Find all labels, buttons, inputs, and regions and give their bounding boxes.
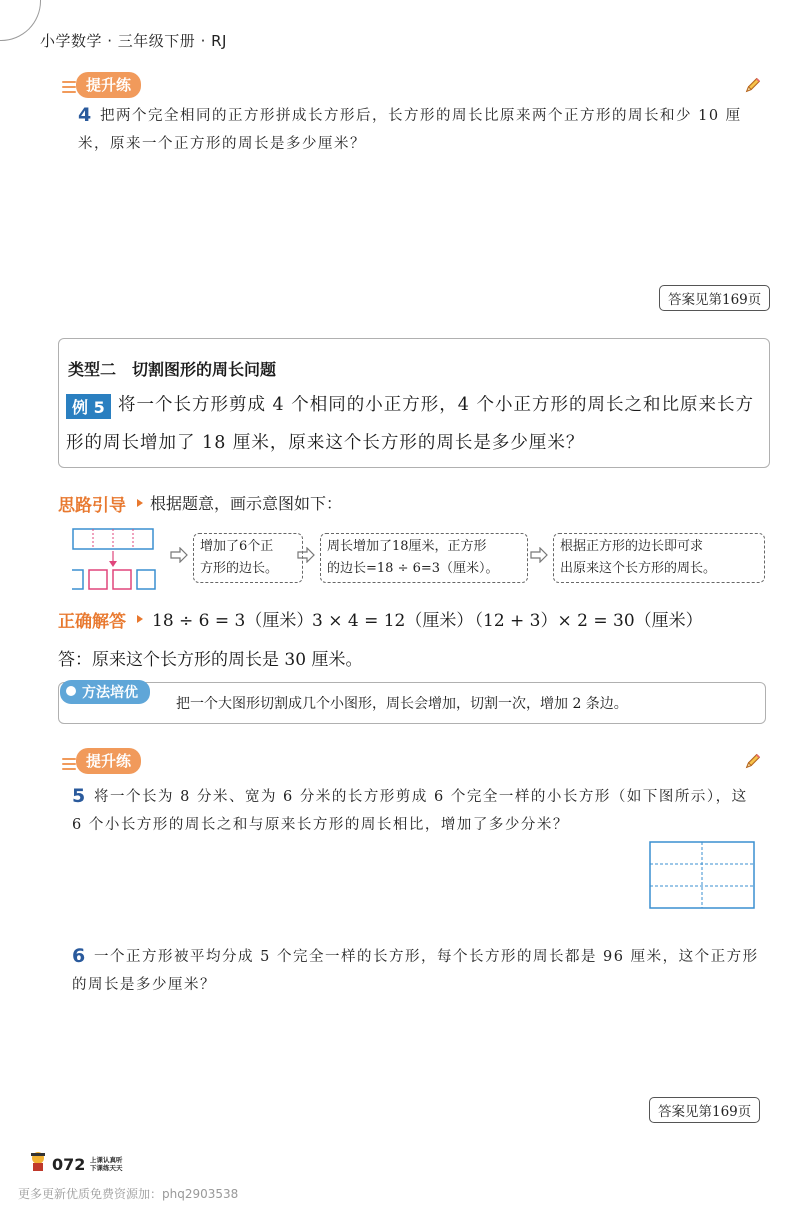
arrow-right-icon	[297, 547, 315, 563]
q5-rectangle-diagram	[649, 841, 755, 909]
solution-expr3: （12 + 3）× 2 = 30（厘米）	[466, 611, 703, 631]
footer-slogan-line2: 下课练天天	[90, 1164, 123, 1172]
triangle-icon	[135, 612, 145, 626]
question-5-number: 5	[72, 785, 86, 807]
flow-box-2	[320, 533, 528, 583]
question-4-number: 4	[78, 104, 92, 126]
practice-tag: 提升练	[76, 72, 141, 98]
question-4-text	[78, 102, 770, 158]
flow-box-2-line1: 周长增加了18厘米，正方形	[327, 539, 487, 554]
question-6-line1: 一个正方形被平均分成 5 个完全一样的长方形，每个长方形的周长都是 96 厘米，这个正方形	[94, 949, 759, 965]
question-6-line2: 的周长是多少厘米？	[72, 977, 216, 993]
example-line1: 将一个长方形剪成 4 个相同的小正方形，4 个小正方形的周长之和比原来长方	[118, 395, 754, 415]
example-label: 例 5	[66, 394, 111, 419]
flow-box-3-line1: 根据正方形的边长即可求	[560, 539, 704, 554]
thinking-label: 思路引导	[58, 496, 126, 516]
solution-answer: 答：原来这个长方形的周长是 30 厘米。	[58, 650, 363, 670]
arrow-right-icon	[170, 547, 188, 563]
question-4-line2: 米，原来一个正方形的周长是多少厘米？	[78, 136, 366, 152]
flow-box-1-line1: 增加了6个正	[200, 539, 274, 554]
method-text: 把一个大图形切割成几个小图形，周长会增加，切割一次，增加 2 条边。	[176, 696, 628, 712]
page-corner-decoration	[0, 0, 41, 41]
footer-slogan	[90, 1156, 123, 1172]
solution-expr1: 18 ÷ 6 = 3（厘米）	[152, 611, 314, 631]
footer-slogan-line1: 上课认真听	[90, 1156, 123, 1164]
method-tag: 方法培优	[60, 680, 150, 704]
type-title: 类型二 切割图形的周长问题	[68, 360, 277, 379]
arrow-right-icon	[530, 547, 548, 563]
page-number: 072	[52, 1155, 86, 1174]
solution-label: 正确解答	[58, 612, 126, 632]
triangle-icon	[135, 496, 145, 510]
question-6-text	[72, 943, 770, 999]
flow-box-3-line2: 出原来这个长方形的周长。	[560, 561, 717, 576]
flow-box-1-line2: 方形的边长。	[200, 561, 279, 576]
question-6-number: 6	[72, 945, 86, 967]
example-line2: 形的周长增加了 18 厘米，原来这个长方形的周长是多少厘米？	[66, 433, 585, 453]
pencil-icon	[744, 752, 762, 770]
page-header-title: 小学数学 · 三年级下册 · RJ	[40, 32, 227, 50]
flow-box-1	[193, 533, 303, 583]
practice-tag: 提升练	[76, 748, 141, 774]
mascot-icon	[28, 1150, 48, 1174]
dot-icon	[66, 686, 76, 696]
pencil-icon	[744, 76, 762, 94]
solution-expr2: 3 × 4 = 12（厘米）	[312, 611, 474, 631]
question-5-line2: 6 个小长方形的周长之和与原来长方形的周长相比，增加了多少分米？	[72, 817, 569, 833]
question-5-line1: 将一个长为 8 分米、宽为 6 分米的长方形剪成 6 个完全一样的小长方形（如下图所示），这	[94, 789, 748, 805]
question-5-text	[72, 783, 770, 839]
tag-decoration	[62, 755, 76, 773]
answer-reference-2: 答案见第169页	[649, 1097, 760, 1123]
cut-diagram	[72, 527, 164, 591]
footer-watermark: 更多更新优质免费资源加：phq2903538	[18, 1187, 239, 1201]
flow-box-3	[553, 533, 765, 583]
question-4-line1: 把两个完全相同的正方形拼成长方形后，长方形的周长比原来两个正方形的周长和少 10 厘	[100, 108, 742, 124]
answer-reference-1: 答案见第169页	[659, 285, 770, 311]
tag-decoration	[62, 78, 76, 96]
thinking-text: 根据题意，画示意图如下：	[150, 494, 343, 513]
flow-box-2-line2: 的边长=18 ÷ 6=3（厘米）。	[327, 561, 499, 576]
